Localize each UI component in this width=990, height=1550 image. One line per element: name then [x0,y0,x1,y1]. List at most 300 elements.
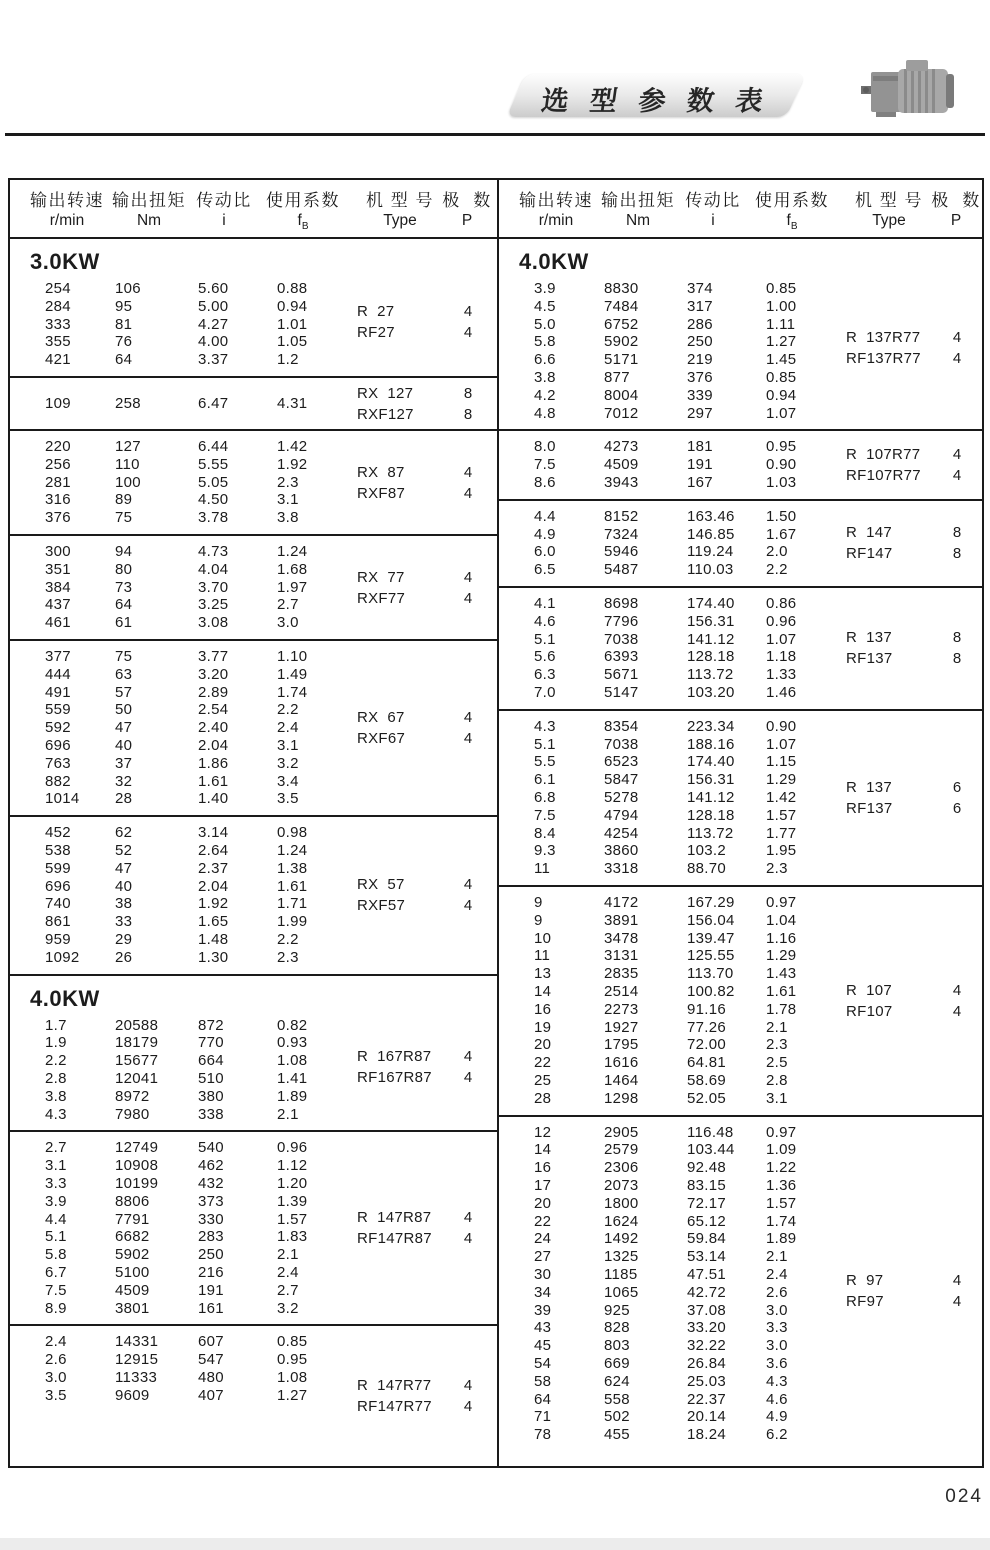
pole-line: 4 [463,730,473,748]
cell-output-torque: 7484 [604,297,639,315]
pole-line: 4 [952,446,962,464]
cell-output-speed: 6.1 [534,771,556,789]
cell-ratio: 125.55 [687,947,735,965]
table-row [10,860,497,878]
cell-output-speed: 2.4 [45,1333,67,1351]
table-body-left [10,239,497,1466]
cell-output-torque: 47 [115,719,133,737]
table-row [10,648,497,666]
cell-output-speed: 6.5 [534,561,556,579]
table-row [499,825,982,843]
cell-output-torque: 3801 [115,1299,150,1317]
pole-label [446,1207,490,1249]
parameter-group [499,887,982,1117]
cell-ratio: 4.00 [198,333,229,351]
page-number: 024 [945,1486,983,1507]
pole-line: 4 [952,1272,962,1290]
parameter-group [10,976,497,1133]
table-row [499,1090,982,1108]
pole-line: 8 [952,524,962,542]
parameter-group [10,378,497,431]
cell-output-torque: 877 [604,368,630,386]
table-row [499,1391,982,1409]
cell-output-torque: 95 [115,297,133,315]
cell-ratio: 191 [687,456,713,474]
cell-output-torque: 63 [115,665,133,683]
cell-ratio: 770 [198,1034,224,1052]
cell-output-torque: 2835 [604,965,639,983]
cell-ratio: 1.92 [198,895,229,913]
cell-service-factor: 1.04 [766,911,797,929]
cell-ratio: 2.40 [198,719,229,737]
fb-subscript: B [790,221,798,233]
cell-service-factor: 0.95 [766,438,797,456]
cell-service-factor: 2.7 [277,1281,299,1299]
type-label [357,874,405,916]
cell-service-factor: 1.92 [277,455,308,473]
cell-service-factor: 1.45 [766,351,797,369]
cell-output-speed: 9 [534,911,543,929]
table-row [499,369,982,387]
cell-service-factor: 4.31 [277,394,308,412]
cell-output-torque: 106 [115,280,141,297]
table-row [10,1175,497,1193]
cell-output-speed: 882 [45,772,71,790]
group-rows [10,648,497,808]
cell-output-torque: 2579 [604,1141,639,1159]
cell-output-torque: 1325 [604,1248,639,1266]
table-row [10,1282,497,1300]
cell-ratio: 110.03 [687,561,734,579]
cell-service-factor: 1.36 [766,1176,797,1194]
table-row [10,931,497,949]
table-row [10,913,497,931]
cell-output-torque: 558 [604,1390,630,1408]
cell-ratio: 2.04 [198,877,229,895]
cell-ratio: 83.15 [687,1176,727,1194]
cell-output-speed: 4.2 [534,386,556,404]
table-row [499,387,982,405]
table-row [10,684,497,702]
cell-output-torque: 1795 [604,1036,639,1054]
cell-ratio: 432 [198,1174,224,1192]
table-row [499,280,982,298]
type-label [846,327,921,369]
cell-output-speed: 11 [534,860,551,878]
cell-output-speed: 13 [534,965,552,983]
table-left-half [10,180,497,1466]
cell-service-factor: 0.90 [766,717,797,735]
cell-output-torque: 5902 [115,1246,150,1264]
cell-output-speed: 14 [534,1141,552,1159]
cell-output-torque: 127 [115,438,141,455]
cell-output-torque: 2306 [604,1159,639,1177]
table-row [499,595,982,613]
pole-line: 4 [952,467,962,485]
column-header-unit: r/min [538,212,574,229]
cell-output-speed: 452 [45,824,71,842]
cell-output-speed: 4.5 [534,297,556,315]
cell-ratio: 5.55 [198,455,229,473]
cell-ratio: 167.29 [687,893,735,911]
pole-line: 4 [463,463,473,481]
cell-output-torque: 5487 [604,561,639,579]
cell-output-speed: 592 [45,719,71,737]
type-line: RF107 [846,1002,893,1020]
cell-service-factor: 2.3 [766,1036,788,1054]
pole-line: 4 [463,484,473,502]
cell-output-torque: 5946 [604,543,639,561]
cell-service-factor: 3.2 [277,754,299,772]
type-label [357,567,405,609]
cell-output-speed: 6.8 [534,788,556,806]
cell-output-torque: 4273 [604,438,639,456]
cell-service-factor: 1.61 [766,982,797,1000]
column-header-unit: P [461,212,473,229]
pole-line: 8 [952,545,962,563]
cell-output-torque: 6523 [604,753,639,771]
cell-output-speed: 4.6 [534,612,556,630]
power-section-heading: 3.0KW [30,249,100,274]
pole-line: 4 [463,1377,473,1395]
cell-ratio: 547 [198,1351,224,1369]
cell-output-speed: 351 [45,560,71,578]
cell-ratio: 2.04 [198,736,229,754]
type-label [357,1046,432,1088]
cell-service-factor: 3.1 [277,491,299,509]
cell-output-speed: 25 [534,1071,552,1089]
type-line: R 97 [846,1272,884,1290]
table-row [499,1355,982,1373]
type-label [357,462,405,504]
cell-service-factor: 1.46 [766,683,797,701]
cell-ratio: 297 [687,404,713,422]
table-row [10,395,497,413]
column-header-cn: 传动比 [685,191,741,210]
cell-ratio: 77.26 [687,1018,727,1036]
cell-service-factor: 2.1 [766,1248,788,1266]
cell-ratio: 407 [198,1386,224,1404]
cell-output-torque: 89 [115,491,133,509]
cell-ratio: 6.47 [198,394,229,412]
cell-output-speed: 20 [534,1194,552,1212]
cell-service-factor: 1.15 [766,753,797,771]
parameter-group [10,641,497,817]
pole-label [935,327,979,369]
table-row [10,773,497,791]
table-row [499,1302,982,1320]
cell-output-torque: 20588 [115,1016,159,1034]
cell-service-factor: 3.0 [766,1337,788,1355]
cell-output-speed: 5.8 [45,1246,67,1264]
type-line: R 107R77 [846,446,921,464]
cell-output-speed: 6.3 [534,666,556,684]
column-header-cn: 使用系数 [266,191,340,210]
cell-output-speed: 4.4 [534,507,556,525]
type-label [357,1207,432,1249]
cell-output-speed: 316 [45,491,71,509]
cell-ratio: 250 [198,1246,224,1264]
pole-line: 6 [952,799,962,817]
cell-output-speed: 19 [534,1018,552,1036]
column-header-cn: 使用系数 [755,191,829,210]
table-row [10,298,497,316]
cell-ratio: 163.46 [687,507,735,525]
cell-service-factor: 1.41 [277,1069,308,1087]
cell-service-factor: 1.57 [766,806,797,824]
table-row [10,614,497,632]
cell-output-speed: 109 [45,394,71,412]
pole-line: 4 [463,323,473,341]
cell-ratio: 5.00 [198,297,229,315]
cell-ratio: 283 [198,1228,224,1246]
cell-output-torque: 64 [115,351,133,369]
cell-ratio: 4.50 [198,491,229,509]
pole-label [935,627,979,669]
cell-output-torque: 8830 [604,280,639,297]
cell-ratio: 37.08 [687,1301,727,1319]
pole-line: 4 [952,350,962,368]
cell-ratio: 1.30 [198,948,229,966]
cell-ratio: 1.86 [198,754,229,772]
cell-service-factor: 2.3 [277,948,299,966]
group-rows [10,824,497,966]
table-row [10,1300,497,1318]
parameter-group [10,1132,497,1326]
group-rows [499,1124,982,1444]
type-line: R 147R77 [357,1377,432,1395]
power-section-heading: 4.0KW [519,249,589,274]
cell-output-torque: 28 [115,790,133,808]
cell-ratio: 33.20 [687,1319,727,1337]
cell-service-factor: 0.94 [277,297,308,315]
cell-service-factor: 2.5 [766,1054,788,1072]
table-row [499,1195,982,1213]
table-row [10,316,497,334]
cell-output-speed: 7.5 [534,806,556,824]
cell-service-factor: 3.2 [277,1299,299,1317]
column-header-cn: 传动比 [196,191,252,210]
table-row [10,491,497,509]
cell-output-torque: 110 [115,455,140,473]
pole-label [446,874,490,916]
parameter-group [499,431,982,500]
cell-output-speed: 3.8 [534,368,556,386]
cell-ratio: 88.70 [687,860,727,878]
table-row [499,561,982,579]
column-header-cn: 输出转速 [30,191,104,210]
cell-service-factor: 1.11 [766,315,796,333]
cell-output-speed: 5.8 [534,333,556,351]
cell-output-torque: 3891 [604,911,639,929]
cell-output-speed: 2.8 [45,1069,67,1087]
cell-service-factor: 1.68 [277,560,308,578]
cell-output-speed: 39 [534,1301,552,1319]
cell-output-speed: 16 [534,1159,552,1177]
cell-service-factor: 1.12 [277,1157,308,1175]
cell-output-speed: 45 [534,1337,552,1355]
cell-output-speed: 384 [45,578,71,596]
pole-line: 8 [952,629,962,647]
cell-service-factor: 2.2 [277,701,299,719]
type-label [846,777,893,819]
cell-output-speed: 763 [45,754,71,772]
cell-output-torque: 2273 [604,1000,639,1018]
column-header-unit: r/min [49,212,85,229]
cell-output-torque: 5278 [604,788,639,806]
cell-output-torque: 8806 [115,1192,150,1210]
cell-output-speed: 4.1 [534,594,556,612]
cell-output-speed: 2.6 [45,1351,67,1369]
cell-ratio: 52.05 [687,1089,727,1107]
cell-output-speed: 376 [45,509,71,527]
cell-service-factor: 1.24 [277,543,308,560]
table-row [499,983,982,1001]
type-line: RF147R77 [357,1398,432,1416]
cell-output-speed: 8.4 [534,824,556,842]
cell-output-speed: 17 [534,1176,552,1194]
cell-output-torque: 40 [115,736,133,754]
cell-output-speed: 256 [45,455,71,473]
cell-service-factor: 3.3 [766,1319,788,1337]
cell-service-factor: 2.1 [766,1018,788,1036]
cell-ratio: 2.89 [198,683,229,701]
type-line: RX 77 [357,568,405,586]
cell-output-speed: 71 [534,1408,552,1426]
table-row [10,719,497,737]
type-line: RF107R77 [846,467,921,485]
type-label [846,522,893,564]
cell-output-torque: 75 [115,509,133,527]
cell-ratio: 26.84 [687,1354,727,1372]
cell-ratio: 2.54 [198,701,229,719]
cell-ratio: 462 [198,1157,224,1175]
type-line: R 27 [357,302,395,320]
cell-service-factor: 1.22 [766,1159,797,1177]
cell-output-torque: 100 [115,473,141,491]
cell-service-factor: 3.0 [277,614,299,632]
cell-ratio: 103.44 [687,1141,735,1159]
column-header-cn: 极 数 [931,191,981,210]
cell-ratio: 174.40 [687,594,735,612]
power-section-heading: 4.0KW [30,985,100,1011]
type-label [357,301,395,343]
cell-service-factor: 3.0 [766,1301,788,1319]
cell-service-factor: 1.05 [277,333,308,351]
cell-ratio: 339 [687,386,713,404]
cell-output-speed: 861 [45,913,71,931]
cell-output-torque: 1624 [604,1212,639,1230]
cell-service-factor: 1.49 [277,665,308,683]
cell-ratio: 141.12 [687,630,735,648]
cell-ratio: 219 [687,351,713,369]
cell-output-torque: 1800 [604,1194,639,1212]
cell-service-factor: 4.9 [766,1408,788,1426]
cell-service-factor: 2.4 [277,1263,299,1281]
cell-output-speed: 9.3 [534,842,556,860]
cell-ratio: 156.31 [687,771,735,789]
table-row [499,1319,982,1337]
table-row [10,701,497,719]
type-line: R 137R77 [846,329,921,347]
cell-ratio: 91.16 [687,1000,727,1018]
cell-output-speed: 1.7 [45,1016,67,1034]
cell-output-torque: 4509 [115,1281,150,1299]
type-line: R 147R87 [357,1209,432,1227]
cell-output-torque: 6393 [604,648,639,666]
table-row [10,878,497,896]
cell-output-speed: 281 [45,473,71,491]
cell-output-speed: 3.9 [45,1192,67,1210]
pole-line: 4 [463,1047,473,1065]
type-line: RXF57 [357,897,406,915]
cell-service-factor: 1.67 [766,525,797,543]
cell-service-factor: 1.2 [277,351,299,369]
table-row [499,1019,982,1037]
cell-output-speed: 8.6 [534,473,556,491]
cell-ratio: 317 [687,297,713,315]
cell-ratio: 223.34 [687,717,735,735]
cell-output-torque: 2514 [604,982,639,1000]
type-line: RX 127 [357,384,414,402]
cell-ratio: 47.51 [687,1265,727,1283]
cell-output-torque: 5671 [604,666,639,684]
type-label [846,444,921,486]
cell-output-torque: 925 [604,1301,630,1319]
type-label [357,1375,432,1417]
type-line: R 107 [846,981,892,999]
pole-label [935,522,979,564]
table-row [10,351,497,369]
cell-service-factor: 0.85 [766,368,797,386]
table-row [10,596,497,614]
table-row [10,509,497,527]
table-row [10,579,497,597]
column-header-unit: Type [872,212,906,229]
cell-service-factor: 1.29 [766,771,797,789]
table-row [10,280,497,298]
cell-ratio: 32.22 [687,1337,727,1355]
cell-output-torque: 7796 [604,612,639,630]
cell-output-speed: 14 [534,982,552,1000]
cell-ratio: 286 [687,315,713,333]
cell-output-speed: 377 [45,648,71,665]
cell-service-factor: 6.2 [766,1426,788,1444]
table-row [499,1266,982,1284]
cell-output-torque: 2073 [604,1176,639,1194]
table-row [499,965,982,983]
cell-service-factor: 1.38 [277,859,308,877]
cell-ratio: 380 [198,1087,224,1105]
cell-output-torque: 3860 [604,842,639,860]
cell-service-factor: 1.08 [277,1052,308,1070]
pole-label [935,444,979,486]
cell-ratio: 3.20 [198,665,229,683]
cell-service-factor: 4.3 [766,1372,788,1390]
cell-service-factor: 2.3 [766,860,788,878]
parameter-group [499,1117,982,1466]
cell-output-torque: 64 [115,596,133,614]
cell-output-torque: 8152 [604,507,639,525]
cell-ratio: 872 [198,1016,224,1034]
cell-service-factor: 1.18 [766,648,797,666]
table-row [10,1017,497,1035]
table-row [499,543,982,561]
cell-output-speed: 22 [534,1054,552,1072]
cell-ratio: 3.78 [198,509,229,527]
pole-label [446,567,490,609]
table-row [499,771,982,789]
